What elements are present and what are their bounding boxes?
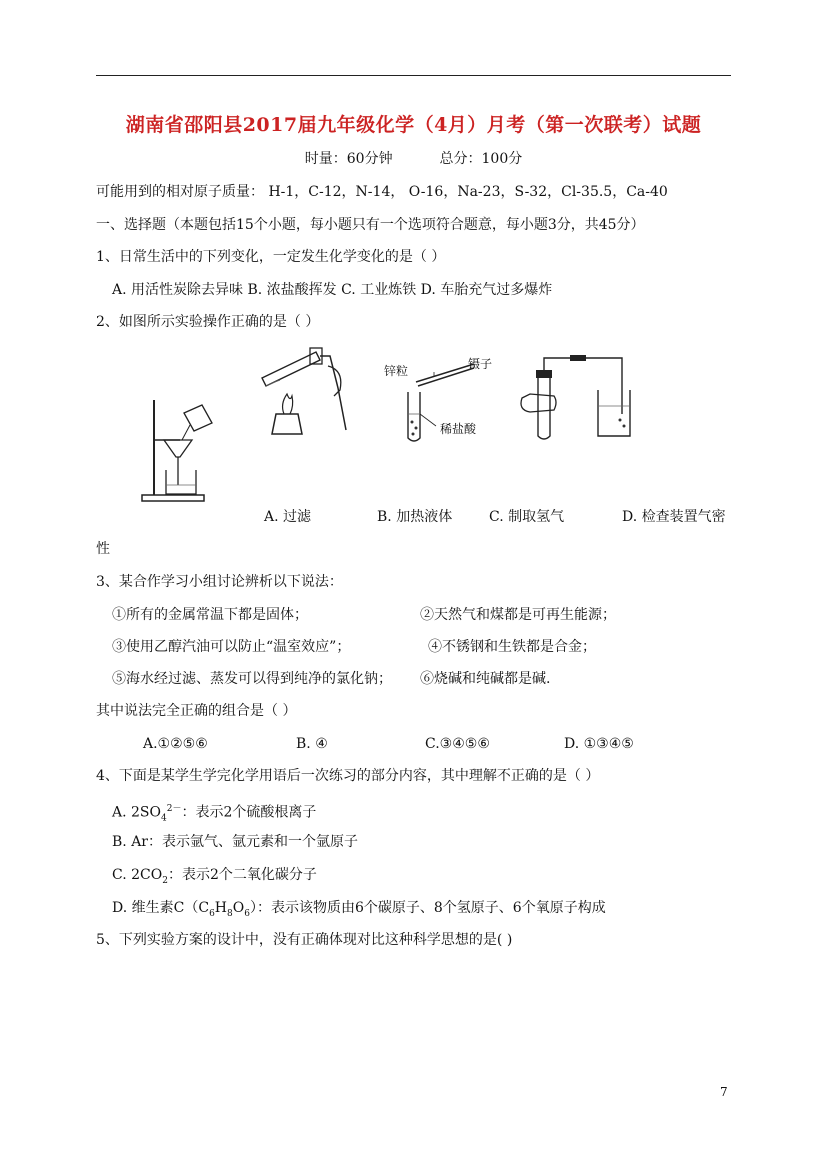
q3-statement-2: ②天然气和煤都是可再生能源；: [420, 607, 616, 623]
q2-option-a: A. 过滤: [264, 509, 312, 525]
exam-title: 湖南省邵阳县2017届九年级化学（4月）月考（第一次联考）试题: [125, 114, 702, 136]
q3-statement-5: ⑤海水经过滤、蒸发可以得到纯净的氯化钠；: [112, 671, 392, 687]
q4-option-c: C. $2CO_2$：表示2个二氧化碳分子: [112, 867, 317, 886]
q2-option-d-cont: 性: [96, 541, 110, 557]
q3-statement-1: ①所有的金属常温下都是固体；: [112, 607, 308, 623]
q4-option-a: A. $2SO_4^{2-}$：表示2个硫酸根离子: [112, 804, 317, 824]
q3-option-d: D. ①③④⑤: [564, 736, 634, 752]
time-limit: 时量：60分钟: [304, 151, 393, 167]
heating-liquid-diagram: [254, 344, 354, 440]
q1-options: A. 用活性炭除去异味 B. 浓盐酸挥发 C. 工业炼铁 D. 车胎充气过多爆炸: [112, 282, 553, 298]
page-number: 7: [720, 1085, 728, 1099]
q1-stem: 1、日常生活中的下列变化，一定发生化学变化的是（ ）: [96, 249, 446, 265]
q4-option-b: B. Ar：表示氩气、氩元素和一个氩原子: [112, 834, 358, 850]
section-heading: 一、选择题（本题包括15个小题，每小题只有一个选项符合题意，每小题3分，共45分）: [96, 217, 645, 233]
header-rule: [96, 75, 731, 76]
q3-option-a: A.①②⑤⑥: [143, 736, 208, 752]
q2-option-c: C. 制取氢气: [489, 509, 565, 525]
q3-statement-3: ③使用乙醇汽油可以防止“温室效应”；: [112, 639, 351, 655]
q3-stem: 3、某合作学习小组讨论辨析以下说法：: [96, 574, 343, 590]
q3-option-c: C.③④⑤⑥: [425, 736, 490, 752]
filtration-diagram: [140, 395, 230, 505]
q4-stem: 4、下面是某学生学完化学用语后一次练习的部分内容，其中理解不正确的是（ ）: [96, 768, 600, 784]
q5-stem: 5、下列实验方案的设计中，没有正确体现对比这种科学思想的是( ): [96, 932, 513, 948]
label-tweezers: 镊子: [468, 357, 493, 371]
q2-stem: 2、如图所示实验操作正确的是（ ）: [96, 314, 320, 330]
airtightness-diagram: [514, 350, 634, 446]
q4-option-d: D. 维生素$C(C_6H_8O_6)$：表示该物质由6个碳原子、8个氢原子、6个氧原子构成: [112, 900, 606, 919]
q2-option-d: D. 检查装置气密: [622, 509, 726, 525]
q2-option-b: B. 加热液体: [377, 509, 453, 525]
label-zinc: 锌粒: [384, 364, 409, 378]
exam-meta: [0, 150, 827, 168]
q3-statement-4: ④不锈钢和生铁都是合金；: [428, 639, 596, 655]
atomic-masses: 可能用到的相对原子质量： H-1，C-12，N-14， O-16，Na-23，S-32，Cl-35.5，Ca-40: [96, 184, 668, 200]
q3-ask: 其中说法完全正确的组合是（ ）: [96, 703, 297, 719]
q3-statement-6: ⑥烧碱和纯碱都是碱.: [420, 671, 551, 687]
label-acid: 稀盐酸: [440, 422, 477, 436]
q3-option-b: B. ④: [296, 736, 328, 752]
total-score: 总分：100分: [439, 151, 523, 167]
